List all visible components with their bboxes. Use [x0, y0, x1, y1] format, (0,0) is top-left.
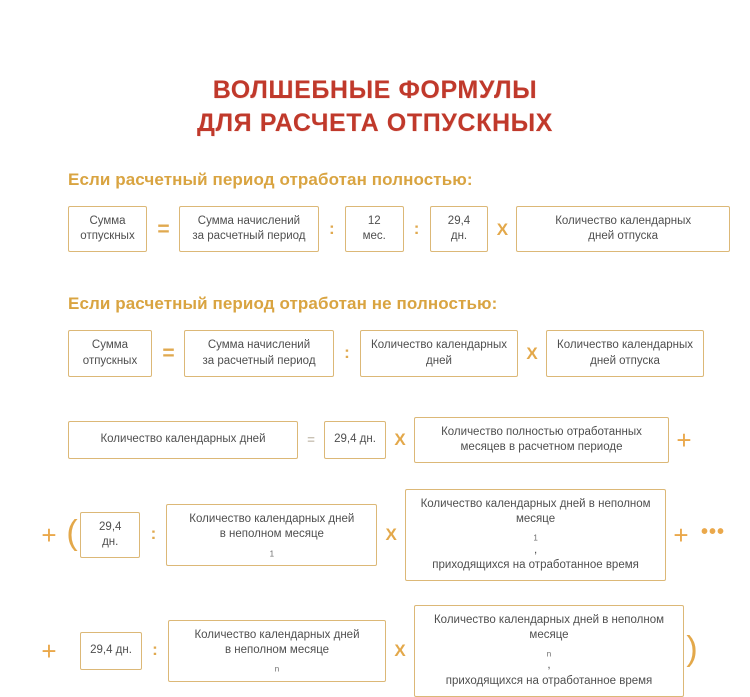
box-line-1: Сумма начислений — [197, 215, 301, 227]
operator-multiply: X — [496, 219, 509, 239]
box-line-2: дней — [426, 354, 452, 367]
box-line-1: Количество календарных дней — [194, 629, 360, 642]
formula-row-1 — [68, 206, 730, 252]
operator-divide: : — [329, 218, 335, 238]
box-29-4-days: 29,4 дн. — [324, 421, 386, 459]
formula-row-2 — [68, 330, 730, 376]
box-accruals-sum — [184, 330, 334, 376]
box-incomplete-month-days — [166, 504, 377, 566]
formula-row-3 — [68, 417, 730, 463]
operator-multiply: X — [394, 641, 406, 661]
page-title — [0, 0, 750, 140]
operator-multiply: X — [394, 430, 406, 450]
box-vacation-calendar-days — [516, 206, 730, 252]
box-line-1: Сумма — [91, 339, 129, 352]
operator-equals: = — [162, 342, 174, 366]
box-line-2: дней отпуска — [588, 230, 659, 243]
box-calendar-days-total: Количество календарных дней — [68, 421, 298, 459]
box-line-1: Сумма начислений — [207, 339, 311, 352]
operator-divide: : — [150, 524, 157, 544]
box-line-2: в неполном месяце $_n$ — [224, 644, 330, 674]
box-29-4-days: 29,4 дн. — [430, 206, 489, 252]
box-vacation-pay-sum — [68, 206, 147, 252]
subscript: n — [274, 664, 280, 674]
box-line-2: отпускных — [82, 354, 138, 367]
operator-equals: = — [157, 217, 169, 241]
operator-plus: + — [673, 519, 689, 550]
box-line-1: Сумма — [89, 215, 126, 227]
operator-plus: + — [41, 635, 57, 666]
operator-paren-close: ) — [686, 629, 698, 668]
subscript: n — [546, 649, 552, 659]
box-vacation-calendar-days — [546, 330, 704, 376]
box-line-1: Количество календарных дней в неполном месяце $_n$ , — [433, 613, 664, 672]
title-line-1: ВОЛШЕБНЫЕ ФОРМУЛЫ — [212, 76, 538, 104]
box-line-2: отпускных — [80, 230, 135, 243]
section-heading-partial-period: Если расчетный период отработан не полностью: — [68, 294, 498, 314]
box-vacation-pay-sum — [68, 330, 152, 376]
box-line-2: месяцев в расчетном периоде — [460, 440, 623, 453]
box-incomplete-month-worked-days — [414, 605, 684, 697]
box-line-1: Количество календарных дней в неполном месяце $_1$ , — [420, 498, 651, 556]
box-accruals-sum — [179, 206, 319, 252]
operator-multiply: X — [385, 525, 397, 545]
section-heading-full-period: Если расчетный период отработан полностью: — [68, 170, 473, 189]
operator-divide: : — [344, 343, 350, 363]
box-line-2: в неполном месяце $_1$ — [219, 528, 324, 558]
box-line-2: дней отпуска — [590, 354, 660, 367]
operator-equals-small: = — [307, 432, 315, 448]
operator-plus: + — [41, 519, 57, 550]
box-line-2: приходящихся на отработанное время — [432, 558, 639, 571]
box-incomplete-month-days — [168, 620, 386, 682]
box-line-2: за расчетный период — [192, 230, 306, 243]
formula-row-5 — [36, 605, 730, 697]
box-line-2: приходящихся на отработанное время — [445, 674, 653, 687]
title-line-2: ДЛЯ РАСЧЕТА ОТПУСКНЫХ — [197, 109, 553, 137]
box-29-4-days: 29,4 дн. — [80, 632, 142, 670]
box-full-worked-months — [414, 417, 669, 463]
box-12-months: 12 мес. — [345, 206, 404, 252]
ellipsis-icon: ••• — [700, 520, 725, 543]
box-line-1: Количество календарных — [555, 215, 692, 227]
operator-multiply: X — [526, 344, 538, 364]
subscript: 1 — [269, 548, 275, 558]
box-line-1: Количество полностью отработанных — [441, 425, 642, 438]
box-line-2: за расчетный период — [202, 354, 316, 367]
operator-divide: : — [413, 218, 420, 238]
operator-divide: : — [152, 640, 158, 660]
subscript: 1 — [533, 533, 538, 543]
box-29-4-days: 29,4 дн. — [80, 512, 140, 558]
box-line-1: Количество календарных — [557, 339, 693, 352]
box-incomplete-month-worked-days — [405, 489, 666, 581]
operator-plus: + — [676, 424, 692, 455]
formula-row-4 — [36, 489, 730, 581]
box-calendar-days — [360, 330, 518, 376]
operator-paren-open: ( — [66, 513, 78, 552]
box-line-1: Количество календарных — [371, 339, 507, 352]
box-line-1: Количество календарных дней — [189, 513, 355, 526]
